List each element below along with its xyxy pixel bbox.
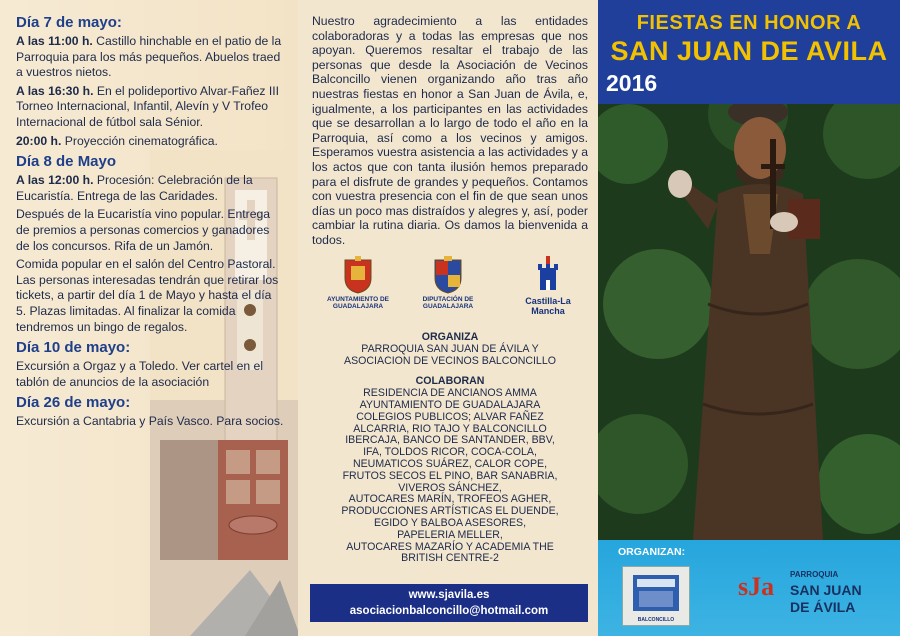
cover-title-line1: FIESTAS EN HONOR A	[636, 12, 862, 34]
building-icon	[623, 567, 689, 615]
event: 20:00 h. Proyección cinematográfica.	[16, 133, 218, 148]
acknowledgement-panel	[300, 0, 596, 636]
organizan-label: ORGANIZAN:	[618, 546, 686, 558]
contact-box	[310, 584, 588, 622]
colaborador-line: IFA, TOLDOS RICOR, COCA-COLA,	[363, 446, 537, 459]
day-heading: Día 10 de mayo:	[16, 339, 131, 357]
program-text	[16, 10, 284, 433]
colaborador-line: BRITISH CENTRE-2	[401, 552, 499, 565]
coat-of-arms-icon	[343, 256, 373, 294]
website-link[interactable]: www.sjavila.es	[408, 589, 490, 601]
event: Excursión a Cantabria y País Vasco. Para socios.	[16, 414, 284, 429]
event: Comida popular en el salón del Centro Pastoral. Las personas interesadas tendrán que retirar los tickets, a partir del día 1 de Mayo y hasta el día 5. Plazas limitadas. Al finalizar la comida tendremos un bingo de regalos.	[16, 257, 279, 334]
colaboran-heading: COLABORAN	[415, 375, 485, 388]
day-heading: Día 7 de mayo:	[16, 14, 122, 31]
saint-statue-photo	[598, 104, 900, 540]
colaborador-line: AUTOCARES MARÍN, TROFEOS AGHER,	[348, 493, 552, 506]
colaborador-line: ALCARRIA, RIO TAJO Y BALCONCILLO	[353, 422, 547, 435]
colaborador-line: RESIDENCIA DE ANCIANOS AMMA	[363, 387, 537, 400]
event: Excursión a Orgaz y a Toledo. Ver cartel en el tablón de anuncios de la asociación	[16, 359, 264, 389]
event: A las 16:30 h. En el polideportivo Alvar-Fañez III Torneo Internacional, Infantil, Alevín y V Trofeo Internacional de fútbol sala Sénior.	[16, 83, 280, 129]
colaborador-line: AUTOCARES MAZARÍO Y ACADEMIA THE	[346, 540, 554, 553]
organiza-heading: ORGANIZA	[421, 331, 479, 343]
sponsor-logos	[318, 256, 588, 316]
colaborador-line: PRODUCCIONES ARTÍSTICAS EL DUENDE,	[341, 505, 559, 518]
program-panel	[0, 0, 298, 636]
coat-of-arms-icon	[433, 256, 463, 294]
castle-icon	[536, 256, 560, 294]
parish-monogram: sJa	[738, 572, 775, 601]
day-heading: Día 26 de mayo:	[16, 394, 131, 412]
balconcillo-association-logo: BALCONCILLO	[622, 566, 690, 626]
castilla-la-mancha-logo: Castilla-La Mancha	[508, 256, 588, 316]
email-link[interactable]: asociacionbalconcillo@hotmail.com	[349, 605, 549, 617]
organiza-line: ASOCIACION DE VECINOS BALCONCILLO	[344, 354, 556, 367]
cover-title-line2: SAN JUAN DE AVILA	[610, 36, 888, 66]
colaborador-line: IBERCAJA, BANCO DE SANTANDER, BBV,	[345, 434, 555, 447]
thanks-paragraph: Nuestro agradecimiento a las entidades colaboradoras y a todas las empresas que nos apoyan. Queremos resaltar el trabajo de las personas que desde la Asociación de Vecinos Balconcillo vienen organizando año tras año nuestras fiestas en honor a San Juan de Ávila, e, igualmente, a los participantes en las actividades que se desarrollan a lo largo de todo el año en la Parroquia, así como a los vecinos y amigos. Esperamos vuestra asistencia a las actividades y a los actos que con tanta ilusión hemos preparado para el disfrute de grandes y pequeños. Contamos con vuestra presencia con el fin de que sean unos días un poco mas distraídos y alegres y, así, poder cambiar la rutina diaria. Os damos la bienvenida a todos.	[312, 14, 588, 247]
colaborador-line: PAPELERIA MELLER,	[397, 528, 503, 541]
colaborador-line: NEUMATICOS SUÁREZ, CALOR COPE,	[352, 457, 548, 470]
colaborador-line: AYUNTAMIENTO DE GUADALAJARA	[359, 398, 541, 411]
diputacion-logo: DIPUTACIÓN DE GUADALAJARA	[408, 256, 488, 310]
colaborador-line: FRUTOS SECOS EL PINO, BAR SANABRIA,	[342, 469, 558, 482]
colaborador-line: COLEGIOS PUBLICOS; ALVAR FAÑEZ	[356, 410, 544, 423]
cover-panel: FIESTAS EN HONOR A SAN JUAN DE AVILA 2016 ORGANIZAN: BALCONCILLO sJa PARROQUIA SAN JUAN DE ÁVILA	[598, 0, 900, 636]
event: Después de la Eucaristía vino popular. Entrega de premios a personas comercios y ganadores de los concursos. Rifa de un Jamón.	[16, 207, 271, 253]
organiza-line: PARROQUIA SAN JUAN DE ÁVILA Y	[361, 342, 539, 355]
cover-year: 2016	[606, 70, 658, 96]
colaborador-line: EGIDO Y BALBOA ASESORES,	[373, 516, 527, 529]
ayuntamiento-logo: AYUNTAMIENTO DE GUADALAJARA	[318, 256, 398, 310]
colaborador-line: VIVEROS SÁNCHEZ,	[398, 481, 502, 494]
event: A las 12:00 h. Procesión: Celebración de la Eucaristía. Entrega de las Caridades.	[16, 173, 253, 203]
day-heading: Día 8 de Mayo	[16, 153, 117, 171]
credits	[310, 332, 590, 565]
event: A las 11:00 h. Castillo hinchable en el patio de la Parroquia para los más pequeños. Abuelos traed a vuestros nietos.	[16, 34, 282, 80]
